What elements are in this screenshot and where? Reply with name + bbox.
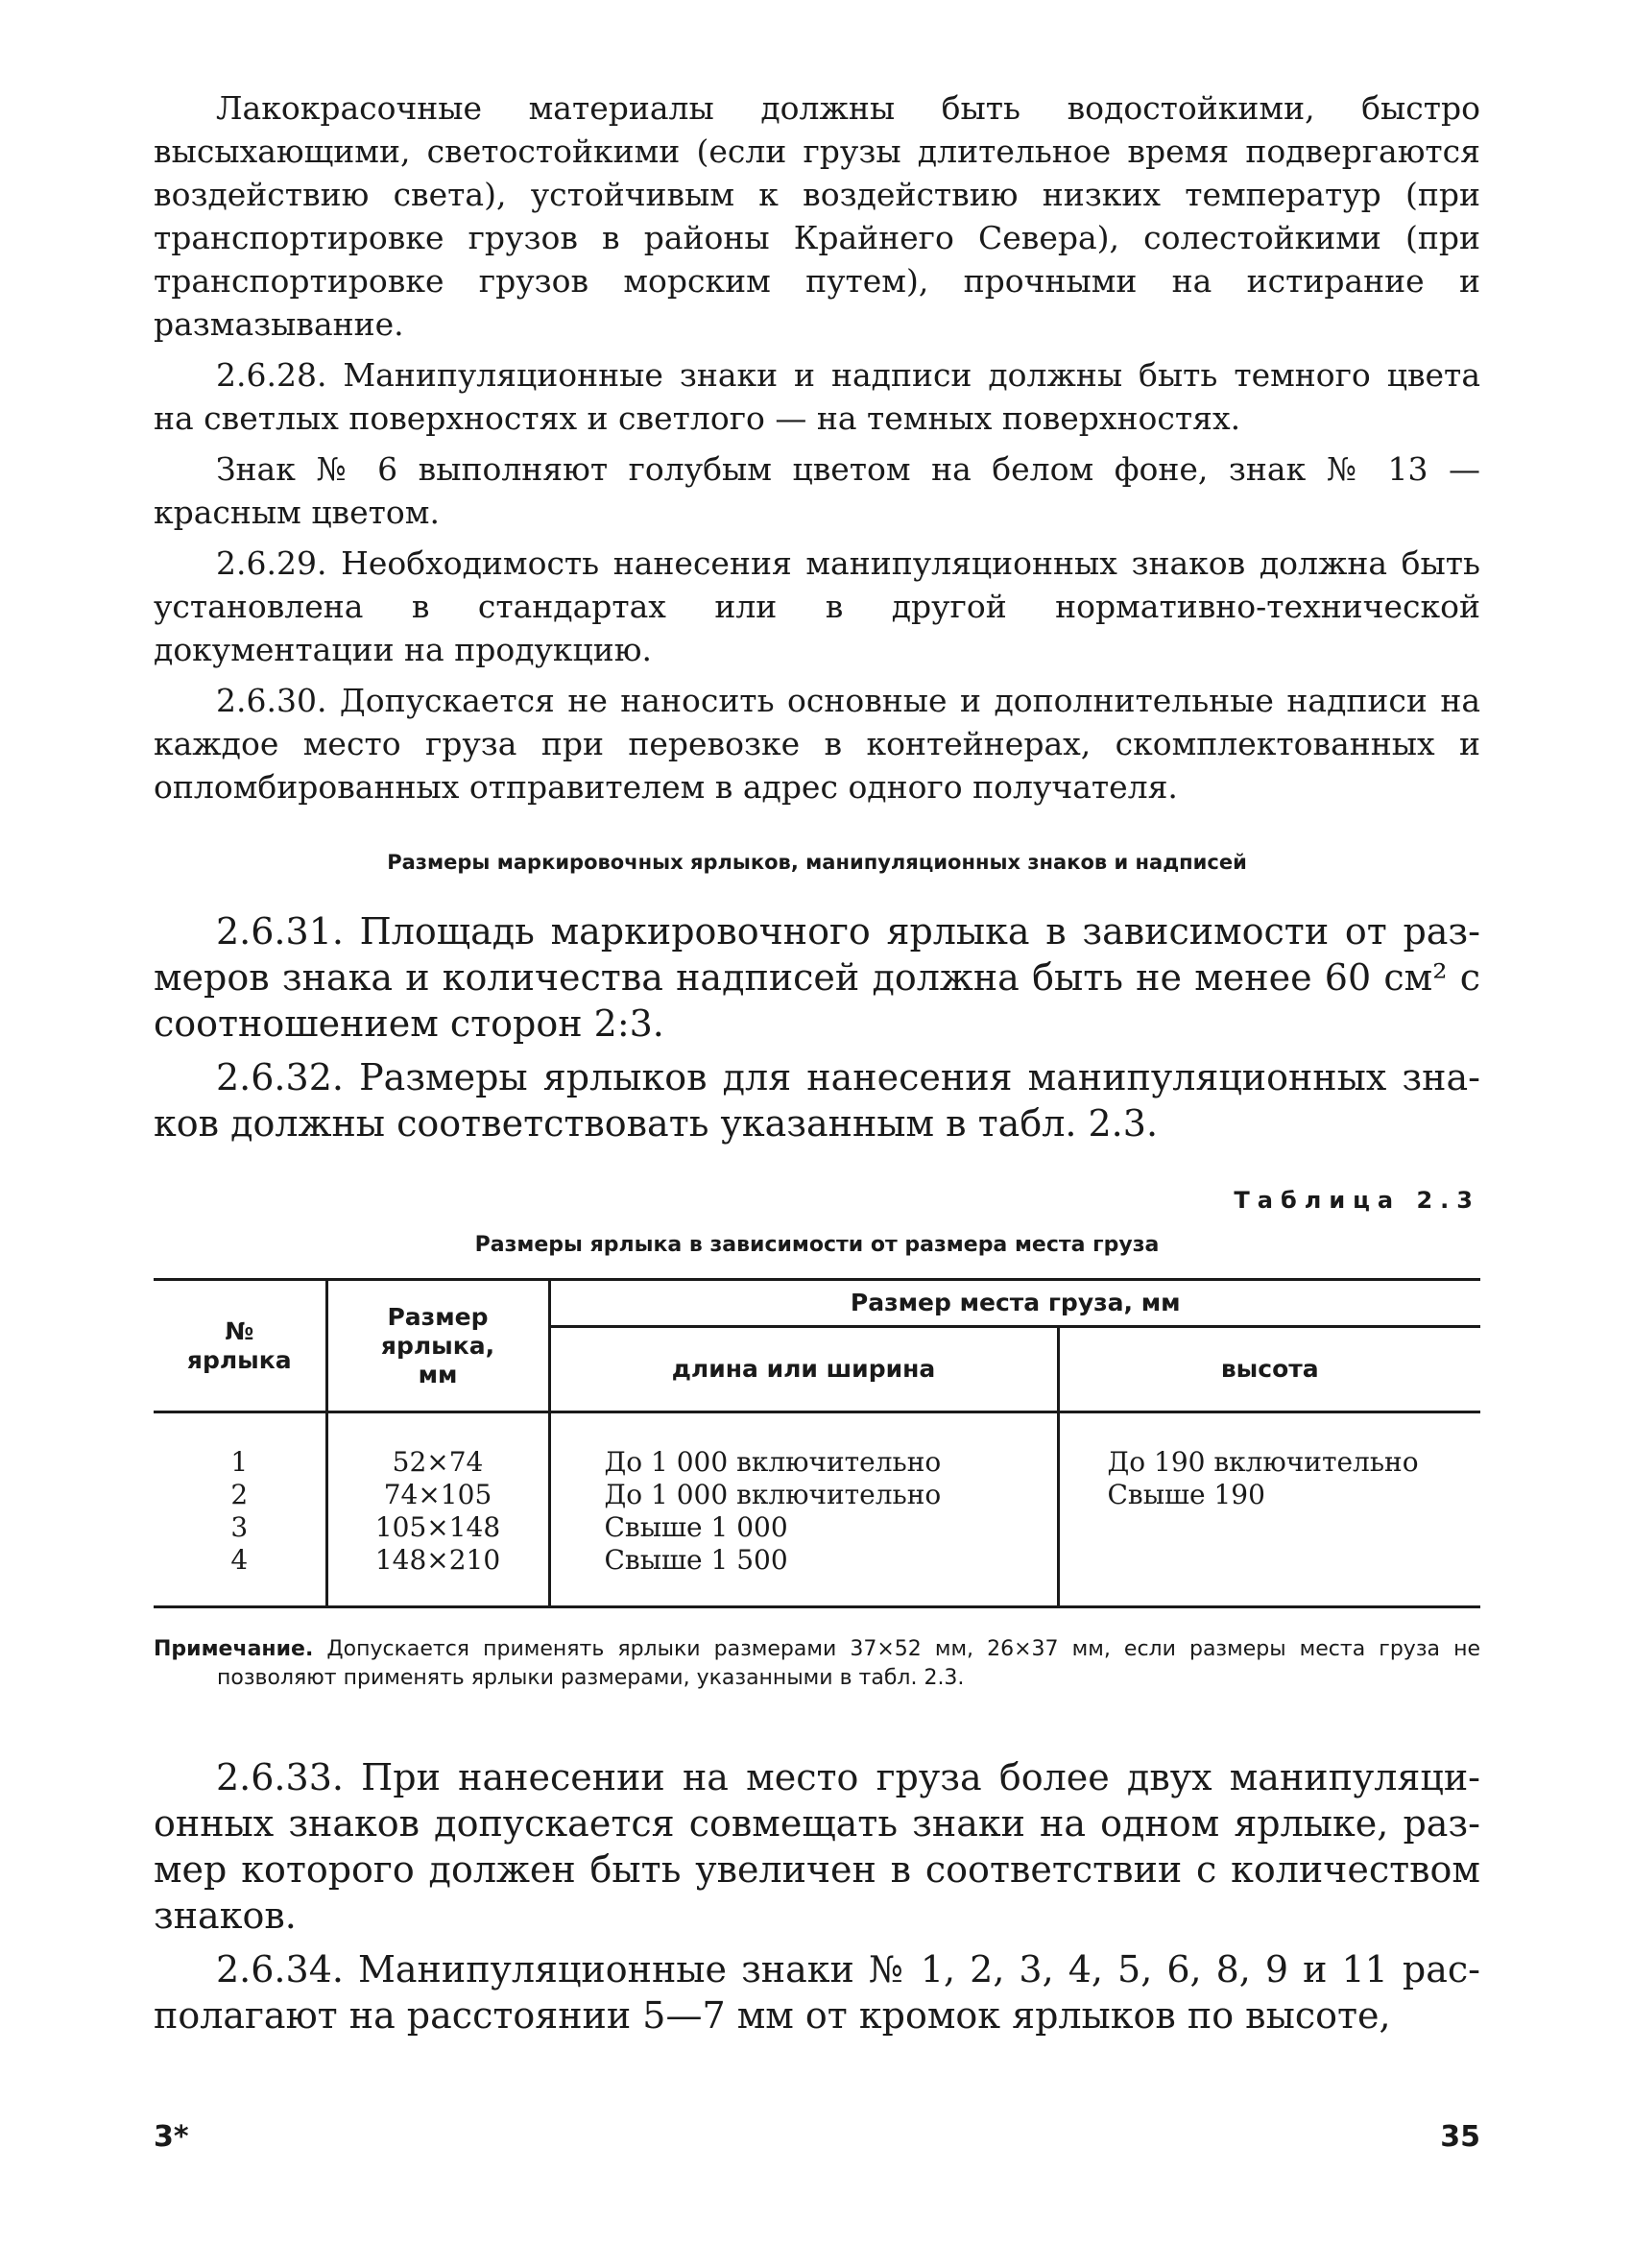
- cell-length: До 1 000 включительно: [549, 1479, 1058, 1511]
- label-size-table: [154, 1278, 1480, 1608]
- paragraph-2-6-30: 2.6.30. Допускается не наносить основные и дополнительные надписи на каждое место груза при перевозке в контейнерах, скомплектованных и опломбированных отправителем в адрес одного получателя.: [154, 682, 1480, 806]
- cell-number: 4: [230, 1544, 249, 1576]
- cell-height: [1058, 1511, 1480, 1544]
- document-page: [154, 86, 1480, 2039]
- table-row: [154, 1511, 1480, 1544]
- cell-length: Свыше 1 500: [549, 1544, 1058, 1607]
- cell-size: 52×74: [326, 1412, 549, 1480]
- cell-height: [1058, 1544, 1480, 1607]
- cell-number: 1: [230, 1446, 249, 1478]
- header-length-width: длина или ширина: [549, 1327, 1058, 1412]
- table-note: [154, 1635, 1480, 1693]
- paragraph-2-6-28: 2.6.28. Манипуляционные знаки и надписи должны быть темного цвета на светлых поверхностях и светлого — на темных поверхностях.: [154, 356, 1480, 437]
- table-row: [154, 1544, 1480, 1607]
- table-row: [154, 1479, 1480, 1511]
- header-label-number: № ярлыка: [154, 1280, 326, 1412]
- cell-number: 3: [230, 1511, 249, 1543]
- section-title: Размеры маркировочных ярлыков, манипуляционных знаков и надписей: [387, 851, 1247, 874]
- header-label-size: Размер ярлыка, мм: [326, 1280, 549, 1412]
- header-height: высота: [1058, 1327, 1480, 1412]
- cell-length: Свыше 1 000: [549, 1511, 1058, 1544]
- table-label: Таблица 2.3: [1234, 1187, 1480, 1214]
- top-text-block: [154, 86, 1480, 808]
- note-text: Допускается применять ярлыки размерами 37×52 мм, 26×37 мм, если размеры места груза не позволяют применять ярлыки размерами, указанными в табл. 2.3.: [217, 1637, 1480, 1690]
- cell-size: 74×105: [326, 1479, 549, 1511]
- cell-length: До 1 000 включительно: [549, 1412, 1058, 1480]
- paragraph-2-6-31: 2.6.31. Площадь маркировочного ярлыка в зависимости от размеров знака и количества надписей должна быть не менее 60 см² с соотношением сторон 2:3.: [154, 910, 1480, 1045]
- table-title: Размеры ярлыка в зависимости от размера места груза: [474, 1233, 1160, 1257]
- cell-height: Свыше 190: [1058, 1479, 1480, 1511]
- bottom-text-block: [154, 1754, 1480, 2039]
- page-footer: [154, 2120, 1480, 2154]
- cell-size: 148×210: [326, 1544, 549, 1607]
- mid-text-block: [154, 908, 1480, 1146]
- paragraph-materials: Лакокрасочные материалы должны быть водостойкими, быстро высыхающими, светостойкими (если грузы длительное время подвергаются воздействию света), устойчивым к воздействию низких температур (при транспортировке грузов в районы Крайнего Севера), солестойкими (при транспортировке грузов морским путем), прочными на истирание и размазывание.: [154, 89, 1480, 343]
- paragraph-2-6-33: 2.6.33. При нанесении на место груза более двух манипуляционных знаков допускается совмещать знаки на одном ярлыке, размер которого должен быть увеличен в соответствии с количеством знаков.: [154, 1756, 1480, 1937]
- page-number: 35: [1440, 2120, 1480, 2154]
- header-cargo-size: Размер места груза, мм: [549, 1280, 1480, 1327]
- paragraph-2-6-32: 2.6.32. Размеры ярлыков для нанесения манипуляционных знаков должны соответствовать указанным в табл. 2.3.: [154, 1056, 1480, 1145]
- cell-height: До 190 включительно: [1058, 1412, 1480, 1480]
- table-row: [154, 1412, 1480, 1480]
- note-label: Примечание.: [154, 1637, 314, 1661]
- paragraph-2-6-29: 2.6.29. Необходимость нанесения манипуляционных знаков должна быть установлена в стандартах или в другой нормативно-технической документации на продукцию.: [154, 544, 1480, 668]
- cell-number: 2: [230, 1479, 249, 1510]
- paragraph-sign-colors: Знак № 6 выполняют голубым цветом на белом фоне, знак № 13 — красным цветом.: [154, 450, 1480, 531]
- signature-mark: 3*: [154, 2120, 189, 2154]
- cell-size: 105×148: [326, 1511, 549, 1544]
- paragraph-2-6-34: 2.6.34. Манипуляционные знаки № 1, 2, 3, 4, 5, 6, 8, 9 и 11 располагают на расстоянии 5—7 мм от кромок ярлыков по высоте,: [154, 1948, 1480, 2037]
